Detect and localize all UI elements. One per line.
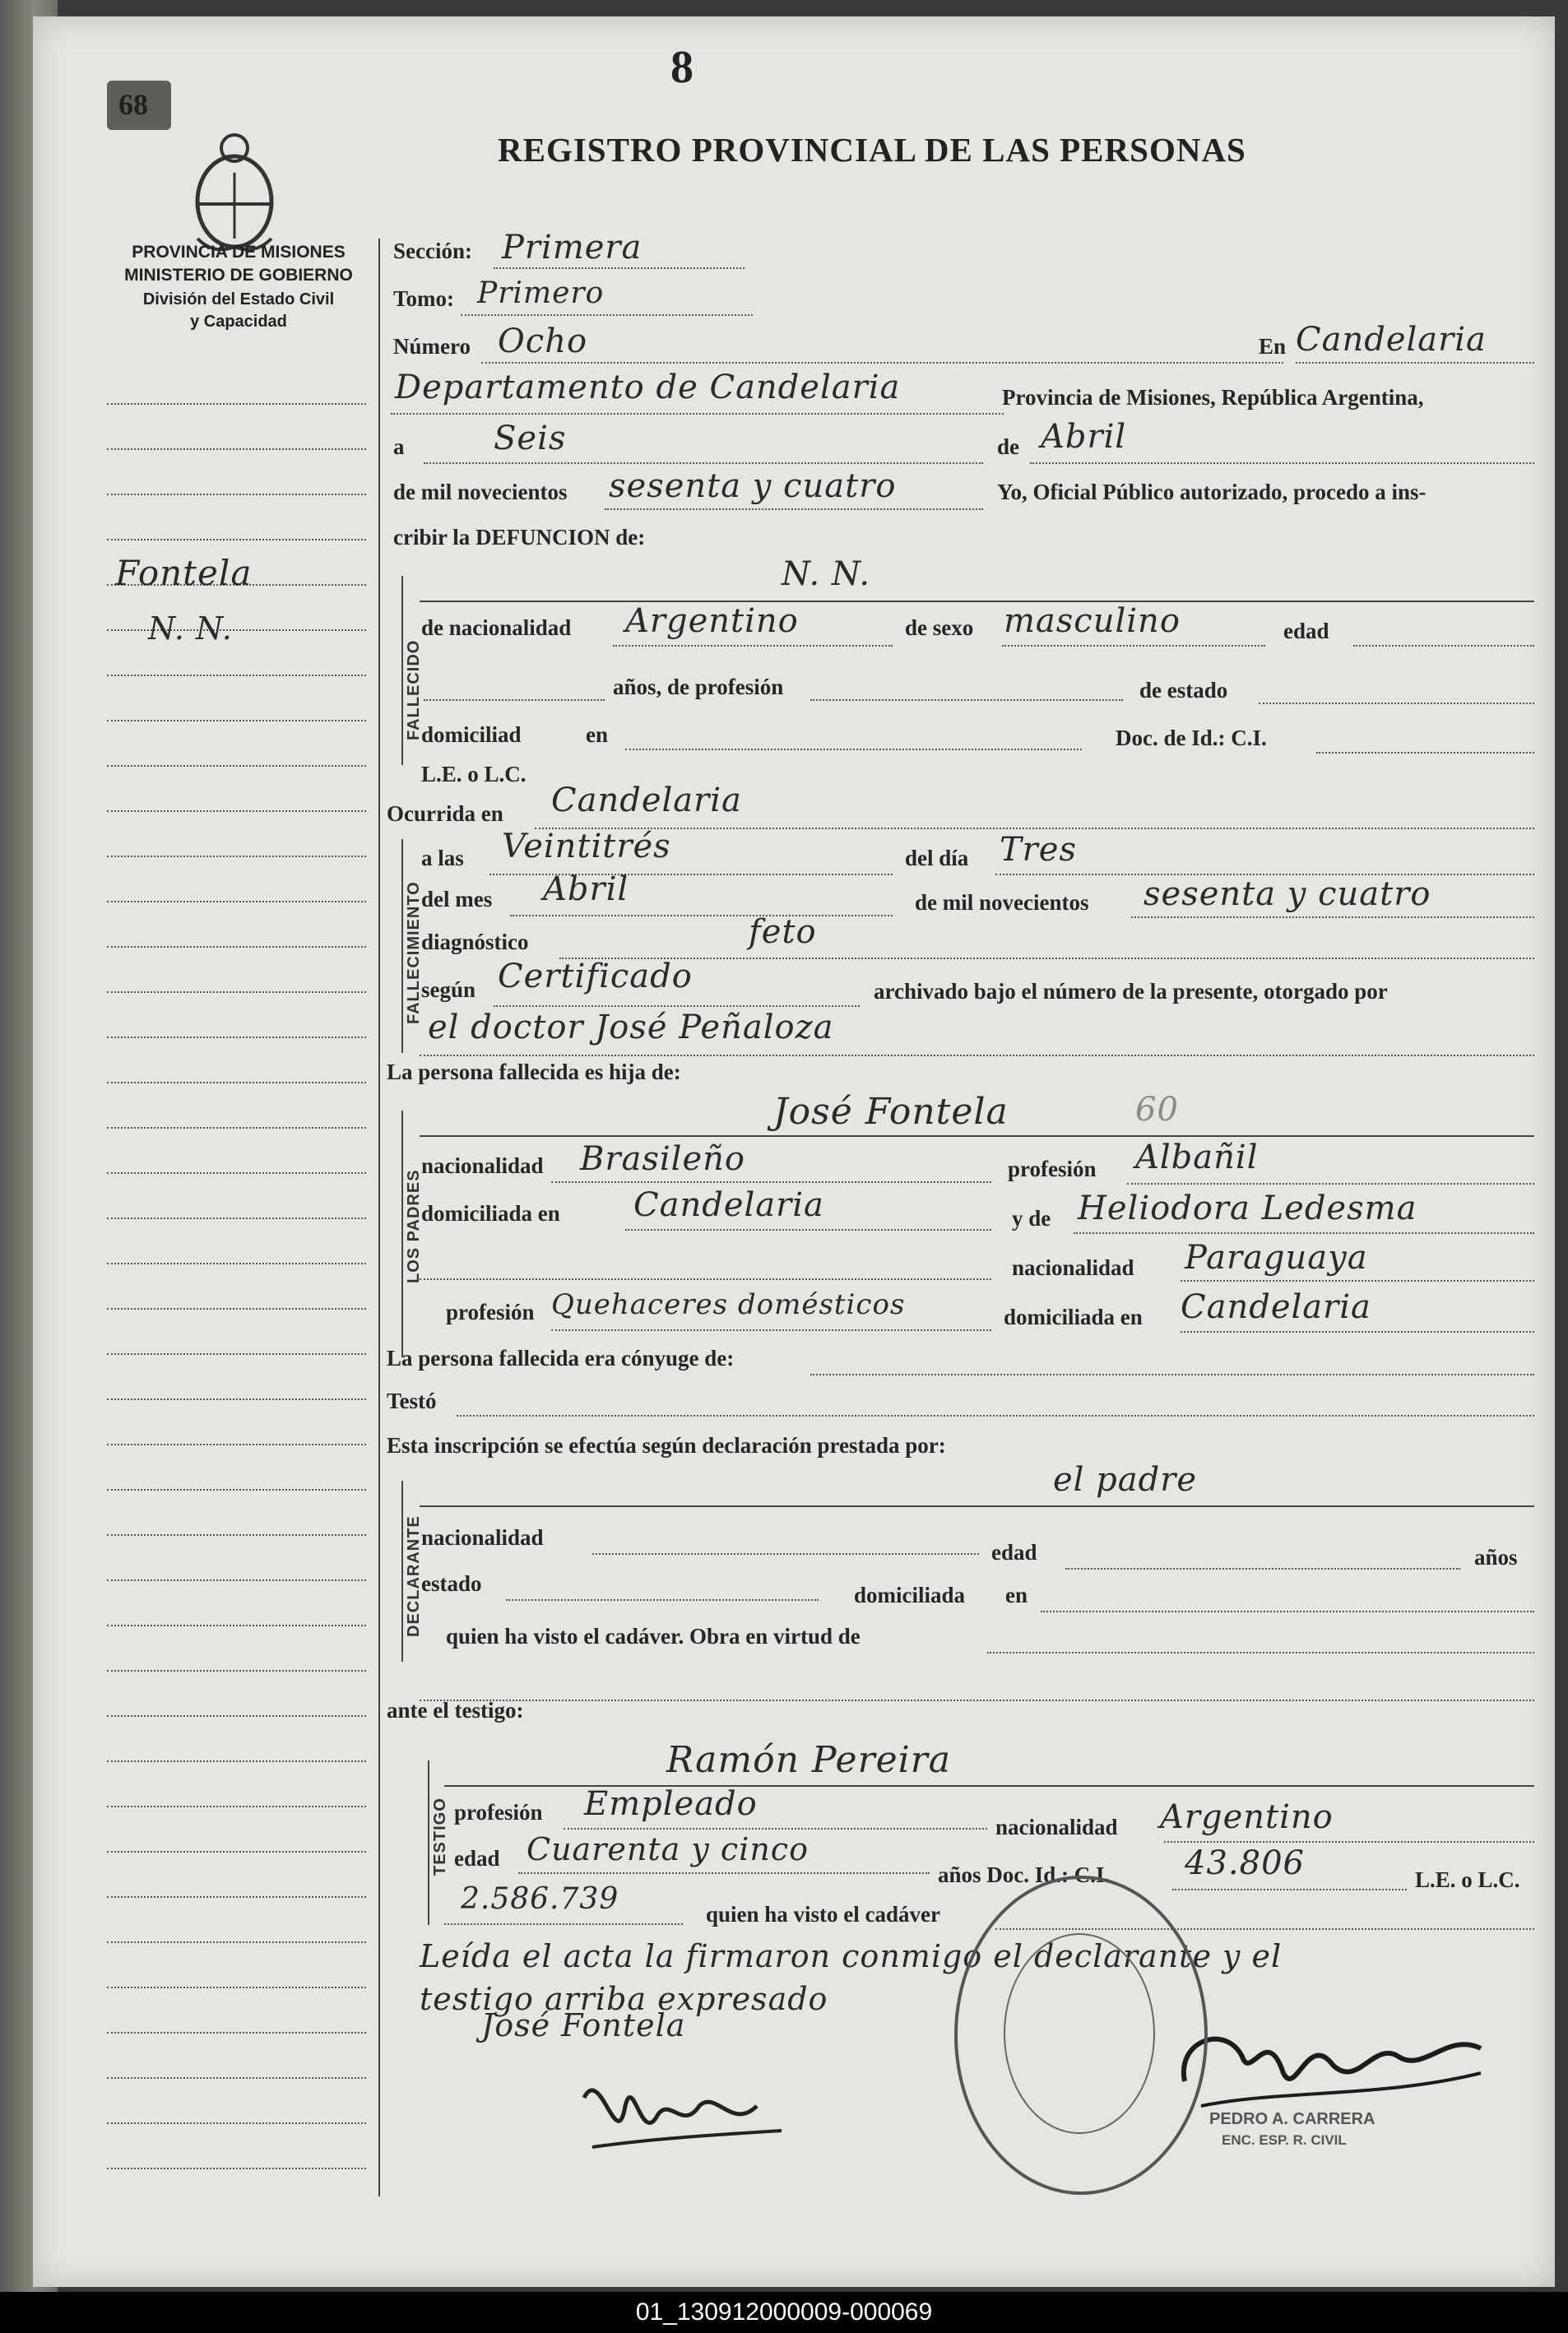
fallecido-name-line [420, 601, 1534, 602]
registrar-name: PEDRO A. CARRERA [1209, 2110, 1375, 2128]
provincia-text: Provincia de Misiones, República Argentina, [1002, 385, 1424, 410]
madre-profesion-line [551, 1329, 991, 1331]
margin-ruled-line [107, 1670, 366, 1672]
fallecimiento-anio-value: sesenta y cuatro [1144, 875, 1431, 913]
authority-line-1: PROVINCIA DE MISIONES [132, 243, 346, 262]
anio-value: sesenta y cuatro [609, 467, 897, 505]
dia-label: del día [905, 846, 969, 870]
margin-ruled-line [107, 1760, 366, 1762]
oficial-text: Yo, Oficial Público autorizado, procedo a ins- [997, 480, 1427, 504]
testo-label: Testó [387, 1389, 437, 1413]
margin-ruled-line [107, 448, 366, 450]
testigo-profesion-value: Empleado [584, 1785, 758, 1823]
fallecido-edad-line [1353, 645, 1534, 647]
fallecido-sexo-line [1002, 645, 1265, 647]
declarante-domiciliada-label: domiciliada [854, 1583, 966, 1607]
padre-name-value: José Fontela [773, 1091, 1009, 1133]
testigo-nacionalidad-label: nacionalidad [995, 1815, 1118, 1839]
padre-domicilio-value: Candelaria [633, 1186, 824, 1224]
declarante-extra-line [420, 1700, 1534, 1701]
de-line [1030, 462, 1534, 464]
madre-domicilio-line [1181, 1331, 1534, 1333]
padre-name-line [420, 1135, 1534, 1137]
padre-nacionalidad-value: Brasileño [580, 1140, 745, 1178]
madre-domicilio-value: Candelaria [1181, 1288, 1371, 1326]
tomo-label: Tomo: [393, 286, 455, 311]
official-seal-inner [1004, 1933, 1155, 2134]
madre-profesion-value: Quehaceres domésticos [551, 1288, 906, 1321]
padre-profesion-label: profesión [1008, 1157, 1097, 1181]
testigo-nacionalidad-line [1164, 1841, 1534, 1843]
margin-ruled-line [107, 1263, 366, 1264]
fallecido-doc-line [1316, 752, 1534, 754]
margin-ruled-line [107, 2077, 366, 2079]
ocurrida-value: Candelaria [551, 782, 742, 819]
ocurrida-line [535, 828, 1534, 829]
footer-id: 01_130912000009-000069 [0, 2292, 1568, 2333]
padre-domicilio-line [625, 1229, 991, 1231]
madre-profesion-label: profesión [446, 1300, 535, 1324]
testigo-visto-text: quien ha visto el cadáver [706, 1902, 941, 1927]
coat-of-arms-icon [181, 123, 288, 255]
fallecido-anios-line [424, 699, 605, 701]
testigo-nacionalidad-value: Argentino [1160, 1798, 1334, 1836]
closing-line-2: testigo arriba expresado [420, 1981, 828, 2017]
madre-name-line [1074, 1232, 1534, 1234]
padre-edad-value: 60 [1135, 1091, 1179, 1129]
declarante-edad-line [1065, 1568, 1460, 1570]
diagnostico-label: diagnóstico [421, 930, 529, 954]
padres-blank-line [420, 1278, 991, 1280]
numero-label: Número [393, 334, 471, 359]
margin-ruled-line [107, 856, 366, 857]
declarante-estado-line [506, 1599, 819, 1601]
margin-ruled-line [107, 2168, 366, 2169]
tomo-line [461, 314, 753, 316]
fallecido-section-label: FALLECIDO [405, 639, 423, 740]
folio-stamp-text: 68 [118, 88, 148, 121]
anio-label: de mil novecientos [393, 480, 568, 504]
margin-ruled-line [107, 946, 366, 948]
authority-line-2: MINISTERIO DE GOBIERNO [124, 266, 353, 285]
padre-domicilio-label: domiciliada en [421, 1201, 560, 1226]
margin-ruled-line [107, 991, 366, 993]
margin-ruled-line [107, 1987, 366, 1988]
margin-ruled-line [107, 1579, 366, 1581]
conyuge-text: La persona fallecida era cónyuge de: [387, 1346, 735, 1371]
margin-ruled-line [107, 1941, 366, 1943]
testigo-edad-line [518, 1872, 930, 1874]
declarante-bracket [401, 1481, 403, 1662]
de-value: Abril [1041, 418, 1127, 456]
fallecido-edad-label: edad [1283, 619, 1329, 643]
conyuge-line [810, 1374, 1534, 1375]
testigo-name-value: Ramón Pereira [666, 1739, 951, 1781]
margin-ruled-line [107, 403, 366, 405]
margin-ruled-line [107, 1308, 366, 1310]
fallecimiento-section-label: FALLECIMIENTO [405, 881, 423, 1024]
testigo-edad-value: Cuarenta y cinco [527, 1831, 809, 1867]
authority-block [99, 243, 378, 332]
testigo-intro: ante el testigo: [387, 1698, 524, 1723]
fallecido-sexo-label: de sexo [905, 615, 974, 640]
testigo-le-line [444, 1923, 683, 1925]
testigo-profesion-line [564, 1828, 987, 1830]
margin-ruled-line [107, 2032, 366, 2034]
mes-line [510, 915, 893, 916]
fallecido-nacionalidad-line [613, 645, 893, 647]
declarante-en-label: en [1005, 1583, 1028, 1607]
fallecimiento-anio-line [1131, 916, 1534, 918]
padres-bracket [401, 1111, 403, 1357]
margin-ruled-line [107, 1218, 366, 1219]
en-label: En [1259, 334, 1287, 359]
a-line [424, 462, 983, 464]
segun-label: según [421, 977, 476, 1002]
seccion-label: Sección: [393, 239, 472, 263]
margin-ruled-line [107, 1444, 366, 1445]
tomo-value: Primero [477, 276, 605, 310]
margin-ruled-line [107, 1489, 366, 1491]
declarante-name-value: el padre [1053, 1461, 1198, 1499]
diagnostico-value: feto [749, 913, 817, 951]
margin-ruled-line [107, 1625, 366, 1626]
fallecido-le-label: L.E. o L.C. [421, 762, 527, 786]
fallecimiento-anio-label: de mil novecientos [915, 890, 1089, 915]
medico-line [420, 1055, 1534, 1056]
numero-line [481, 362, 1283, 364]
fallecido-profesion-line [810, 699, 1123, 701]
fallecido-domicilio-label: domiciliad [421, 722, 522, 747]
madre-nacionalidad-line [1181, 1280, 1534, 1282]
registrar-title: ENC. ESP. R. CIVIL [1222, 2132, 1347, 2148]
authority-line-3: División del Estado Civil [142, 290, 335, 308]
margin-ruled-line [107, 675, 366, 676]
padre-nacionalidad-label: nacionalidad [421, 1153, 544, 1178]
margin-ruled-line [107, 1806, 366, 1807]
mes-value: Abril [543, 870, 629, 908]
margin-ruled-line [107, 1037, 366, 1038]
madre-name-value: Heliodora Ledesma [1078, 1190, 1417, 1227]
hora-value: Veintitrés [502, 828, 671, 865]
folio-stamp [107, 81, 171, 130]
hija-text: La persona fallecida es hija de: [387, 1060, 681, 1084]
main-frame-line [378, 239, 380, 2196]
fallecido-domicilio-line [625, 749, 1082, 750]
margin-ruled-line [107, 765, 366, 767]
fallecimiento-bracket [401, 839, 403, 1053]
testigo-doc-line [1172, 1889, 1407, 1890]
padre-profesion-line [1127, 1183, 1534, 1185]
padre-profesion-value: Albañil [1135, 1139, 1259, 1176]
y-de-label: y de [1012, 1206, 1051, 1231]
anio-line [605, 508, 983, 510]
signature-testigo-icon [568, 2057, 798, 2164]
declarante-visto-line [987, 1652, 1534, 1654]
authority-line-4: y Capacidad [190, 313, 287, 331]
margin-ruled-line [107, 1398, 366, 1400]
segun-line [494, 1005, 860, 1007]
margin-ruled-line [107, 1715, 366, 1717]
register-title: REGISTRO PROVINCIAL DE LAS PERSONAS [498, 131, 1246, 169]
fallecido-en-label: en [586, 722, 608, 747]
en-line [1296, 362, 1534, 364]
declarante-anios-label: años [1474, 1545, 1518, 1570]
testigo-edad-label: edad [454, 1846, 500, 1871]
padre-nacionalidad-line [551, 1181, 991, 1183]
margin-ruled-line [107, 539, 366, 540]
declarante-section-label: DECLARANTE [405, 1515, 423, 1637]
closing-line-1: Leída el acta la firmaron conmigo el declarante y el [420, 1938, 1283, 1974]
testigo-doc-label: años Doc. Id.: C.I. [938, 1862, 1111, 1887]
margin-ruled-line [107, 1172, 366, 1174]
margin-note-name: N. N. [148, 610, 233, 647]
margin-ruled-line [107, 810, 366, 812]
segun-value: Certificado [498, 958, 693, 995]
mes-label: del mes [421, 887, 493, 911]
madre-nacionalidad-value: Paraguaya [1185, 1239, 1368, 1277]
de-label: de [997, 434, 1019, 459]
margin-ruled-line [107, 2122, 366, 2124]
fallecido-estado-label: de estado [1139, 678, 1228, 703]
margin-ruled-line [107, 1534, 366, 1536]
seccion-line [494, 267, 745, 269]
departamento-value: Departamento de Candelaria [395, 369, 901, 406]
testigo-bracket [428, 1760, 429, 1925]
fallecido-name-value: N. N. [782, 555, 871, 593]
seccion-value: Primera [502, 229, 643, 267]
margin-ruled-line [107, 1896, 366, 1898]
fallecido-doc-label: Doc. de Id.: C.I. [1116, 726, 1267, 750]
testo-line [457, 1415, 1534, 1417]
margin-ruled-line [107, 720, 366, 721]
ocurrida-label: Ocurrida en [387, 801, 503, 826]
padres-section-label: LOS PADRES [405, 1169, 423, 1283]
signature-padre: José Fontela [481, 2007, 686, 2043]
a-value: Seis [494, 420, 567, 457]
declarante-visto-text: quien ha visto el cadáver. Obra en virtud de [446, 1624, 861, 1649]
archivado-text: archivado bajo el número de la presente, otorgado por [874, 979, 1388, 1004]
madre-domicilio-label: domiciliada en [1004, 1305, 1143, 1329]
testigo-le-label: L.E. o L.C. [1415, 1867, 1520, 1892]
declarante-name-line [420, 1505, 1534, 1507]
fallecido-estado-line [1259, 703, 1534, 704]
fallecido-sexo-value: masculino [1004, 602, 1181, 640]
declarante-domicilio-line [1041, 1611, 1534, 1612]
register-page [33, 16, 1555, 2287]
fallecido-anios-label: años, de profesión [613, 675, 784, 699]
testigo-section-label: TESTIGO [431, 1797, 449, 1876]
a-label: a [393, 434, 405, 459]
departamento-line [391, 413, 1004, 415]
declaracion-text: Esta inscripción se efectúa según declaración prestada por: [387, 1433, 946, 1458]
margin-ruled-line [107, 1353, 366, 1355]
fallecido-nacionalidad-label: de nacionalidad [421, 615, 572, 640]
margin-ruled-line [107, 1082, 366, 1083]
margin-ruled-line [107, 901, 366, 902]
hora-label: a las [421, 846, 464, 870]
en-value: Candelaria [1296, 321, 1487, 359]
margin-ruled-line [107, 629, 366, 631]
margin-note-surname: Fontela [115, 553, 253, 593]
margin-ruled-line [107, 494, 366, 495]
inscribir-text: cribir la DEFUNCION de: [393, 525, 646, 550]
declarante-edad-label: edad [991, 1540, 1037, 1565]
fallecido-bracket [401, 576, 403, 765]
declarante-estado-label: estado [421, 1571, 482, 1596]
margin-ruled-line [107, 1127, 366, 1129]
numero-value: Ocho [498, 322, 588, 360]
testigo-profesion-label: profesión [454, 1800, 543, 1825]
diagnostico-line [559, 958, 1534, 959]
fallecido-nacionalidad-value: Argentino [625, 602, 799, 640]
medico-value: el doctor José Peñaloza [428, 1009, 834, 1046]
madre-nacionalidad-label: nacionalidad [1012, 1255, 1134, 1280]
declarante-nacionalidad-line [592, 1553, 979, 1555]
declarante-nacionalidad-label: nacionalidad [421, 1525, 544, 1550]
testigo-doc-value: 43.806 [1185, 1844, 1305, 1882]
dia-value: Tres [1000, 831, 1077, 869]
margin-ruled-line [107, 1851, 366, 1853]
testigo-le-value: 2.586.739 [461, 1882, 619, 1916]
page-number: 8 [670, 42, 694, 93]
